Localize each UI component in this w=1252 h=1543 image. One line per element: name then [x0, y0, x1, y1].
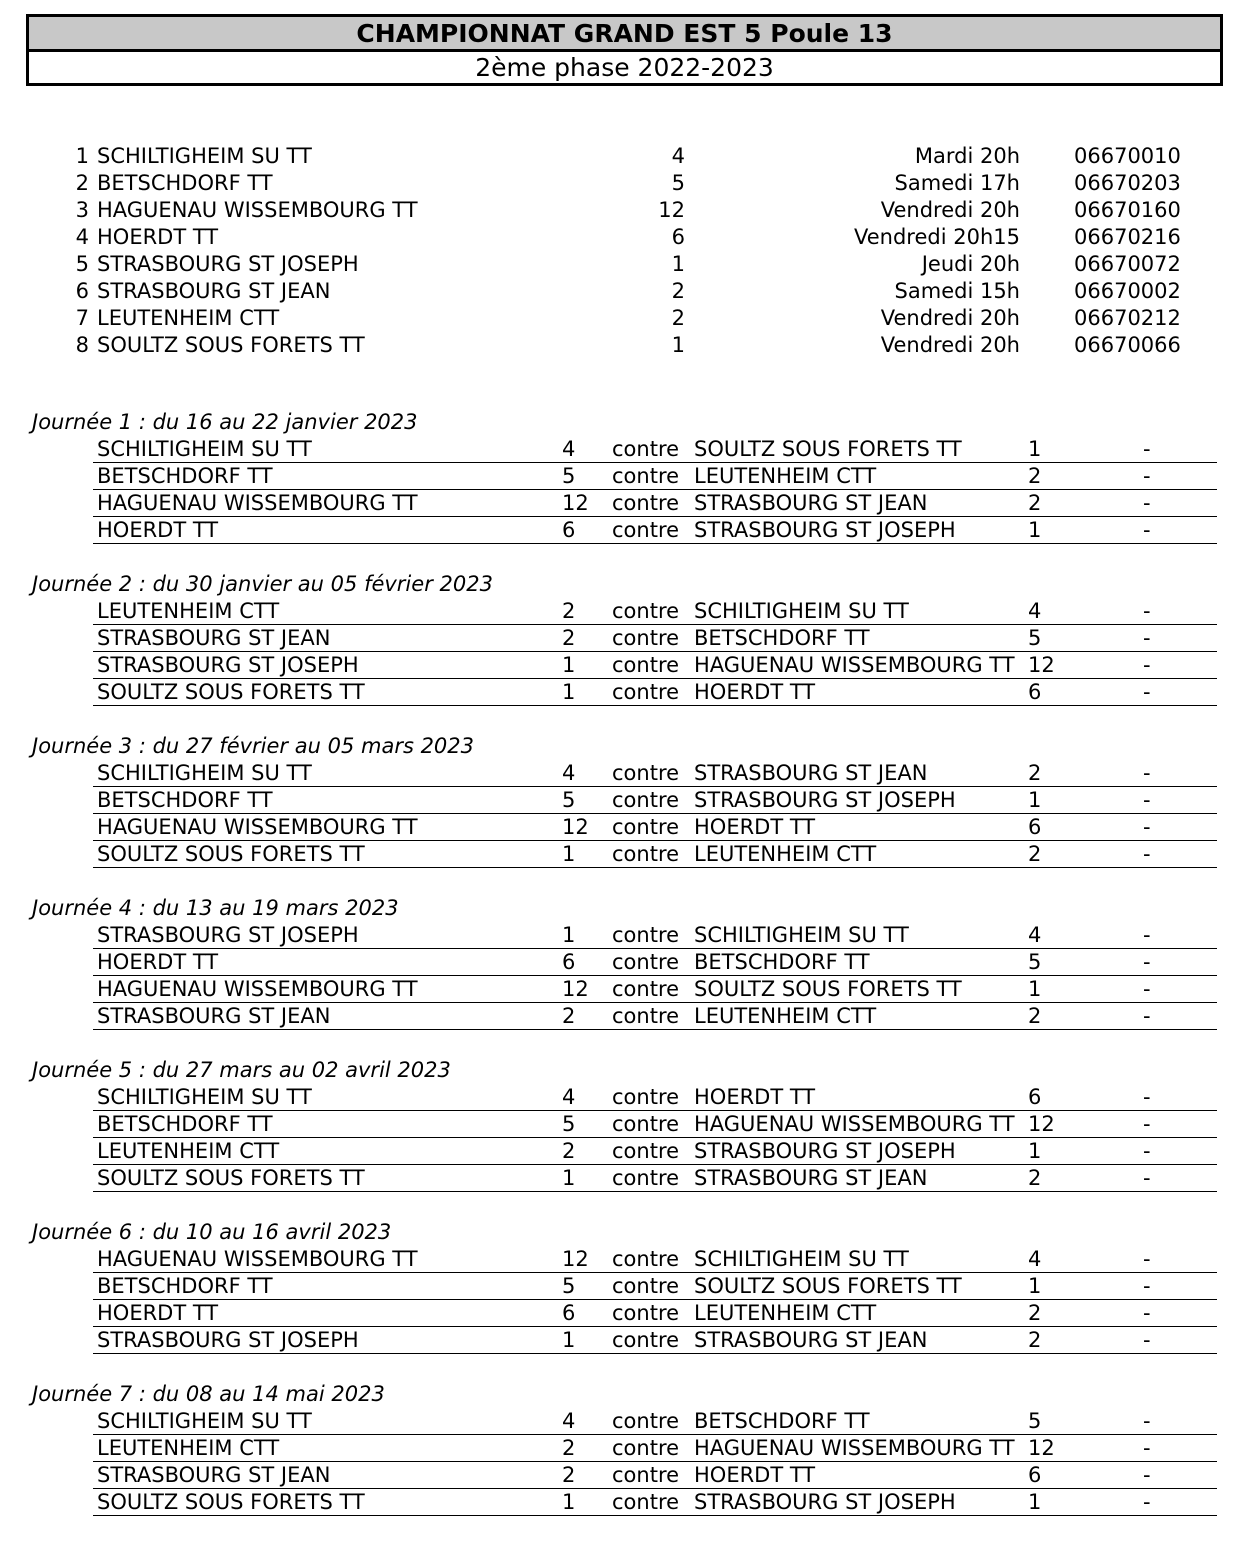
home-team: SOULTZ SOUS FORETS TT [97, 1166, 365, 1190]
versus-label: contre [612, 653, 680, 677]
away-team: STRASBOURG ST JEAN [694, 1166, 928, 1190]
home-team-code: 5 [562, 1112, 576, 1136]
home-team: SCHILTIGHEIM SU TT [97, 437, 312, 461]
match-row [0, 841, 1252, 868]
team-schedule: Samedi 15h [894, 279, 1020, 303]
away-team-code: 2 [1028, 464, 1042, 488]
team-row [0, 143, 1252, 170]
away-team: BETSCHDORF TT [694, 626, 870, 650]
home-team: LEUTENHEIM CTT [97, 1436, 280, 1460]
team-name: LEUTENHEIM CTT [97, 306, 280, 330]
team-number: 2 [75, 171, 89, 195]
home-team-code: 2 [562, 1139, 576, 1163]
home-team-code: 12 [562, 491, 589, 515]
home-team: BETSCHDORF TT [97, 1274, 273, 1298]
match-list [0, 1084, 1252, 1192]
home-team: STRASBOURG ST JEAN [97, 626, 331, 650]
match-row [0, 1300, 1252, 1327]
match-row [0, 436, 1252, 463]
home-team: SCHILTIGHEIM SU TT [97, 1409, 312, 1433]
match-row [0, 463, 1252, 490]
match-row [0, 1003, 1252, 1030]
round-title: Journée 7 : du 08 au 14 mai 2023 [32, 1382, 385, 1406]
team-schedule: Vendredi 20h [880, 306, 1020, 330]
versus-label: contre [612, 761, 680, 785]
match-row [0, 760, 1252, 787]
home-team: HAGUENAU WISSEMBOURG TT [97, 977, 418, 1001]
versus-label: contre [612, 1436, 680, 1460]
round-section [0, 1057, 1252, 1219]
match-score: - [1143, 1409, 1151, 1433]
away-team-code: 5 [1028, 1409, 1042, 1433]
match-score: - [1143, 626, 1151, 650]
match-list [0, 760, 1252, 868]
team-schedule: Jeudi 20h [921, 252, 1020, 276]
match-score: - [1143, 1085, 1151, 1109]
versus-label: contre [612, 977, 680, 1001]
match-score: - [1143, 1112, 1151, 1136]
match-row [0, 625, 1252, 652]
away-team: STRASBOURG ST JOSEPH [694, 788, 956, 812]
team-id: 06670010 [1074, 144, 1181, 168]
away-team-code: 2 [1028, 1166, 1042, 1190]
versus-label: contre [612, 1004, 680, 1028]
versus-label: contre [612, 1490, 680, 1514]
home-team-code: 2 [562, 626, 576, 650]
team-number: 6 [75, 279, 89, 303]
match-score: - [1143, 491, 1151, 515]
versus-label: contre [612, 626, 680, 650]
match-row [0, 1462, 1252, 1489]
away-team: LEUTENHEIM CTT [694, 842, 877, 866]
match-row [0, 652, 1252, 679]
versus-label: contre [612, 923, 680, 947]
team-code: 12 [658, 198, 685, 222]
home-team: STRASBOURG ST JEAN [97, 1004, 331, 1028]
away-team-code: 2 [1028, 491, 1042, 515]
document-title: CHAMPIONNAT GRAND EST 5 Poule 13 [29, 17, 1220, 52]
away-team: SOULTZ SOUS FORETS TT [694, 437, 962, 461]
home-team-code: 1 [562, 842, 576, 866]
away-team: STRASBOURG ST JOSEPH [694, 1139, 956, 1163]
team-row [0, 278, 1252, 305]
round-section [0, 409, 1252, 571]
away-team-code: 5 [1028, 950, 1042, 974]
match-score: - [1143, 680, 1151, 704]
home-team: STRASBOURG ST JEAN [97, 1463, 331, 1487]
team-number: 3 [75, 198, 89, 222]
away-team-code: 2 [1028, 1004, 1042, 1028]
home-team: BETSCHDORF TT [97, 464, 273, 488]
away-team: LEUTENHEIM CTT [694, 464, 877, 488]
versus-label: contre [612, 950, 680, 974]
match-list [0, 436, 1252, 544]
home-team-code: 1 [562, 1490, 576, 1514]
away-team: LEUTENHEIM CTT [694, 1004, 877, 1028]
match-row [0, 1489, 1252, 1516]
away-team-code: 12 [1028, 1112, 1055, 1136]
versus-label: contre [612, 518, 680, 542]
versus-label: contre [612, 1112, 680, 1136]
away-team-code: 6 [1028, 815, 1042, 839]
home-team-code: 4 [562, 761, 576, 785]
team-name: SOULTZ SOUS FORETS TT [97, 333, 365, 357]
away-team: HOERDT TT [694, 815, 816, 839]
away-team-code: 2 [1028, 1301, 1042, 1325]
team-row [0, 305, 1252, 332]
team-code: 5 [671, 171, 685, 195]
home-team: SCHILTIGHEIM SU TT [97, 1085, 312, 1109]
match-score: - [1143, 1328, 1151, 1352]
team-row [0, 170, 1252, 197]
away-team: STRASBOURG ST JEAN [694, 491, 928, 515]
match-score: - [1143, 518, 1151, 542]
home-team: STRASBOURG ST JOSEPH [97, 653, 359, 677]
away-team: STRASBOURG ST JEAN [694, 1328, 928, 1352]
match-score: - [1143, 923, 1151, 947]
home-team: HAGUENAU WISSEMBOURG TT [97, 1247, 418, 1271]
team-id: 06670160 [1074, 198, 1181, 222]
home-team-code: 2 [562, 1436, 576, 1460]
team-code: 6 [671, 225, 685, 249]
away-team: HOERDT TT [694, 680, 816, 704]
match-row [0, 679, 1252, 706]
team-id: 06670072 [1074, 252, 1181, 276]
home-team-code: 6 [562, 518, 576, 542]
home-team-code: 5 [562, 788, 576, 812]
away-team-code: 1 [1028, 518, 1042, 542]
rounds-list [0, 409, 1252, 1543]
versus-label: contre [612, 491, 680, 515]
away-team: HAGUENAU WISSEMBOURG TT [694, 653, 1015, 677]
team-name: STRASBOURG ST JEAN [97, 279, 331, 303]
home-team: LEUTENHEIM CTT [97, 1139, 280, 1163]
match-score: - [1143, 761, 1151, 785]
away-team: STRASBOURG ST JOSEPH [694, 1490, 956, 1514]
round-title: Journée 6 : du 10 au 16 avril 2023 [32, 1220, 392, 1244]
team-row [0, 224, 1252, 251]
away-team: SOULTZ SOUS FORETS TT [694, 977, 962, 1001]
team-id: 06670002 [1074, 279, 1181, 303]
match-score: - [1143, 815, 1151, 839]
versus-label: contre [612, 1139, 680, 1163]
versus-label: contre [612, 1166, 680, 1190]
team-name: SCHILTIGHEIM SU TT [97, 144, 312, 168]
match-row [0, 814, 1252, 841]
match-score: - [1143, 1139, 1151, 1163]
away-team: HOERDT TT [694, 1463, 816, 1487]
match-row [0, 1408, 1252, 1435]
away-team-code: 2 [1028, 761, 1042, 785]
away-team-code: 12 [1028, 1436, 1055, 1460]
away-team-code: 6 [1028, 1085, 1042, 1109]
home-team-code: 1 [562, 923, 576, 947]
home-team-code: 4 [562, 437, 576, 461]
away-team: STRASBOURG ST JEAN [694, 761, 928, 785]
match-score: - [1143, 1490, 1151, 1514]
team-id: 06670212 [1074, 306, 1181, 330]
match-row [0, 1273, 1252, 1300]
away-team: HAGUENAU WISSEMBOURG TT [694, 1112, 1015, 1136]
home-team-code: 1 [562, 680, 576, 704]
away-team-code: 2 [1028, 1328, 1042, 1352]
home-team: HOERDT TT [97, 518, 219, 542]
home-team-code: 1 [562, 1328, 576, 1352]
team-number: 5 [75, 252, 89, 276]
away-team: SCHILTIGHEIM SU TT [694, 923, 909, 947]
team-number: 4 [75, 225, 89, 249]
home-team-code: 2 [562, 1463, 576, 1487]
team-code: 1 [671, 252, 685, 276]
versus-label: contre [612, 1274, 680, 1298]
match-score: - [1143, 599, 1151, 623]
versus-label: contre [612, 1085, 680, 1109]
match-row [0, 1435, 1252, 1462]
document-subtitle: 2ème phase 2022-2023 [475, 53, 774, 82]
match-score: - [1143, 1274, 1151, 1298]
match-list [0, 922, 1252, 1030]
round-section [0, 1381, 1252, 1543]
versus-label: contre [612, 1463, 680, 1487]
round-section [0, 895, 1252, 1057]
team-code: 2 [671, 306, 685, 330]
home-team-code: 2 [562, 599, 576, 623]
match-row [0, 949, 1252, 976]
home-team: HOERDT TT [97, 1301, 219, 1325]
team-id: 06670203 [1074, 171, 1181, 195]
team-id: 06670066 [1074, 333, 1181, 357]
home-team: HAGUENAU WISSEMBOURG TT [97, 491, 418, 515]
away-team-code: 1 [1028, 1490, 1042, 1514]
team-row [0, 197, 1252, 224]
match-score: - [1143, 977, 1151, 1001]
team-number: 8 [75, 333, 89, 357]
match-score: - [1143, 950, 1151, 974]
home-team: SOULTZ SOUS FORETS TT [97, 1490, 365, 1514]
home-team: STRASBOURG ST JOSEPH [97, 1328, 359, 1352]
versus-label: contre [612, 680, 680, 704]
away-team: SOULTZ SOUS FORETS TT [694, 1274, 962, 1298]
home-team-code: 6 [562, 950, 576, 974]
match-row [0, 787, 1252, 814]
match-score: - [1143, 788, 1151, 812]
home-team-code: 1 [562, 1166, 576, 1190]
team-row [0, 332, 1252, 359]
team-name: STRASBOURG ST JOSEPH [97, 252, 359, 276]
versus-label: contre [612, 1247, 680, 1271]
versus-label: contre [612, 437, 680, 461]
team-name: HOERDT TT [97, 225, 219, 249]
team-name: HAGUENAU WISSEMBOURG TT [97, 198, 418, 222]
home-team-code: 12 [562, 815, 589, 839]
match-list [0, 598, 1252, 706]
away-team-code: 12 [1028, 653, 1055, 677]
match-score: - [1143, 464, 1151, 488]
match-row [0, 976, 1252, 1003]
home-team: SCHILTIGHEIM SU TT [97, 761, 312, 785]
home-team-code: 6 [562, 1301, 576, 1325]
versus-label: contre [612, 815, 680, 839]
team-name: BETSCHDORF TT [97, 171, 273, 195]
home-team: HAGUENAU WISSEMBOURG TT [97, 815, 418, 839]
match-row [0, 598, 1252, 625]
away-team-code: 6 [1028, 1463, 1042, 1487]
match-row [0, 490, 1252, 517]
home-team: LEUTENHEIM CTT [97, 599, 280, 623]
teams-list [0, 143, 1252, 359]
away-team: LEUTENHEIM CTT [694, 1301, 877, 1325]
team-code: 4 [671, 144, 685, 168]
match-score: - [1143, 653, 1151, 677]
away-team-code: 1 [1028, 437, 1042, 461]
match-score: - [1143, 1004, 1151, 1028]
match-row [0, 922, 1252, 949]
away-team: BETSCHDORF TT [694, 950, 870, 974]
away-team-code: 1 [1028, 977, 1042, 1001]
versus-label: contre [612, 788, 680, 812]
away-team-code: 6 [1028, 680, 1042, 704]
match-row [0, 1246, 1252, 1273]
match-score: - [1143, 842, 1151, 866]
match-score: - [1143, 1301, 1151, 1325]
home-team-code: 12 [562, 1247, 589, 1271]
home-team-code: 5 [562, 1274, 576, 1298]
versus-label: contre [612, 599, 680, 623]
team-schedule: Mardi 20h [914, 144, 1020, 168]
home-team-code: 4 [562, 1409, 576, 1433]
round-title: Journée 2 : du 30 janvier au 05 février 2023 [32, 572, 493, 596]
match-score: - [1143, 437, 1151, 461]
away-team-code: 4 [1028, 1247, 1042, 1271]
team-row [0, 251, 1252, 278]
home-team: SOULTZ SOUS FORETS TT [97, 842, 365, 866]
home-team-code: 2 [562, 1004, 576, 1028]
round-title: Journée 5 : du 27 mars au 02 avril 2023 [32, 1058, 451, 1082]
team-number: 1 [75, 144, 89, 168]
away-team-code: 5 [1028, 626, 1042, 650]
away-team-code: 1 [1028, 1274, 1042, 1298]
team-schedule: Vendredi 20h [880, 198, 1020, 222]
match-list [0, 1408, 1252, 1516]
away-team-code: 1 [1028, 788, 1042, 812]
away-team-code: 1 [1028, 1139, 1042, 1163]
versus-label: contre [612, 1328, 680, 1352]
match-row [0, 1111, 1252, 1138]
team-schedule: Vendredi 20h [880, 333, 1020, 357]
versus-label: contre [612, 1301, 680, 1325]
away-team-code: 4 [1028, 599, 1042, 623]
round-section [0, 733, 1252, 895]
versus-label: contre [612, 842, 680, 866]
team-code: 2 [671, 279, 685, 303]
team-schedule: Samedi 17h [894, 171, 1020, 195]
away-team: HOERDT TT [694, 1085, 816, 1109]
team-code: 1 [671, 333, 685, 357]
away-team: SCHILTIGHEIM SU TT [694, 599, 909, 623]
home-team-code: 5 [562, 464, 576, 488]
round-title: Journée 1 : du 16 au 22 janvier 2023 [32, 410, 418, 434]
away-team: STRASBOURG ST JOSEPH [694, 518, 956, 542]
round-title: Journée 4 : du 13 au 19 mars 2023 [32, 896, 399, 920]
away-team: HAGUENAU WISSEMBOURG TT [694, 1436, 1015, 1460]
round-title: Journée 3 : du 27 février au 05 mars 2023 [32, 734, 475, 758]
match-row [0, 1138, 1252, 1165]
match-score: - [1143, 1247, 1151, 1271]
match-row [0, 1165, 1252, 1192]
away-team: BETSCHDORF TT [694, 1409, 870, 1433]
match-row [0, 1327, 1252, 1354]
versus-label: contre [612, 1409, 680, 1433]
home-team: SOULTZ SOUS FORETS TT [97, 680, 365, 704]
match-score: - [1143, 1436, 1151, 1460]
home-team: BETSCHDORF TT [97, 788, 273, 812]
match-row [0, 1084, 1252, 1111]
home-team: BETSCHDORF TT [97, 1112, 273, 1136]
round-section [0, 571, 1252, 733]
home-team: STRASBOURG ST JOSEPH [97, 923, 359, 947]
home-team-code: 4 [562, 1085, 576, 1109]
round-section [0, 1219, 1252, 1381]
team-id: 06670216 [1074, 225, 1181, 249]
away-team-code: 2 [1028, 842, 1042, 866]
document-header [26, 14, 1223, 86]
team-schedule: Vendredi 20h15 [854, 225, 1020, 249]
away-team: SCHILTIGHEIM SU TT [694, 1247, 909, 1271]
versus-label: contre [612, 464, 680, 488]
match-score: - [1143, 1166, 1151, 1190]
home-team: HOERDT TT [97, 950, 219, 974]
match-row [0, 517, 1252, 544]
match-list [0, 1246, 1252, 1354]
team-number: 7 [75, 306, 89, 330]
home-team-code: 12 [562, 977, 589, 1001]
match-score: - [1143, 1463, 1151, 1487]
home-team-code: 1 [562, 653, 576, 677]
away-team-code: 4 [1028, 923, 1042, 947]
